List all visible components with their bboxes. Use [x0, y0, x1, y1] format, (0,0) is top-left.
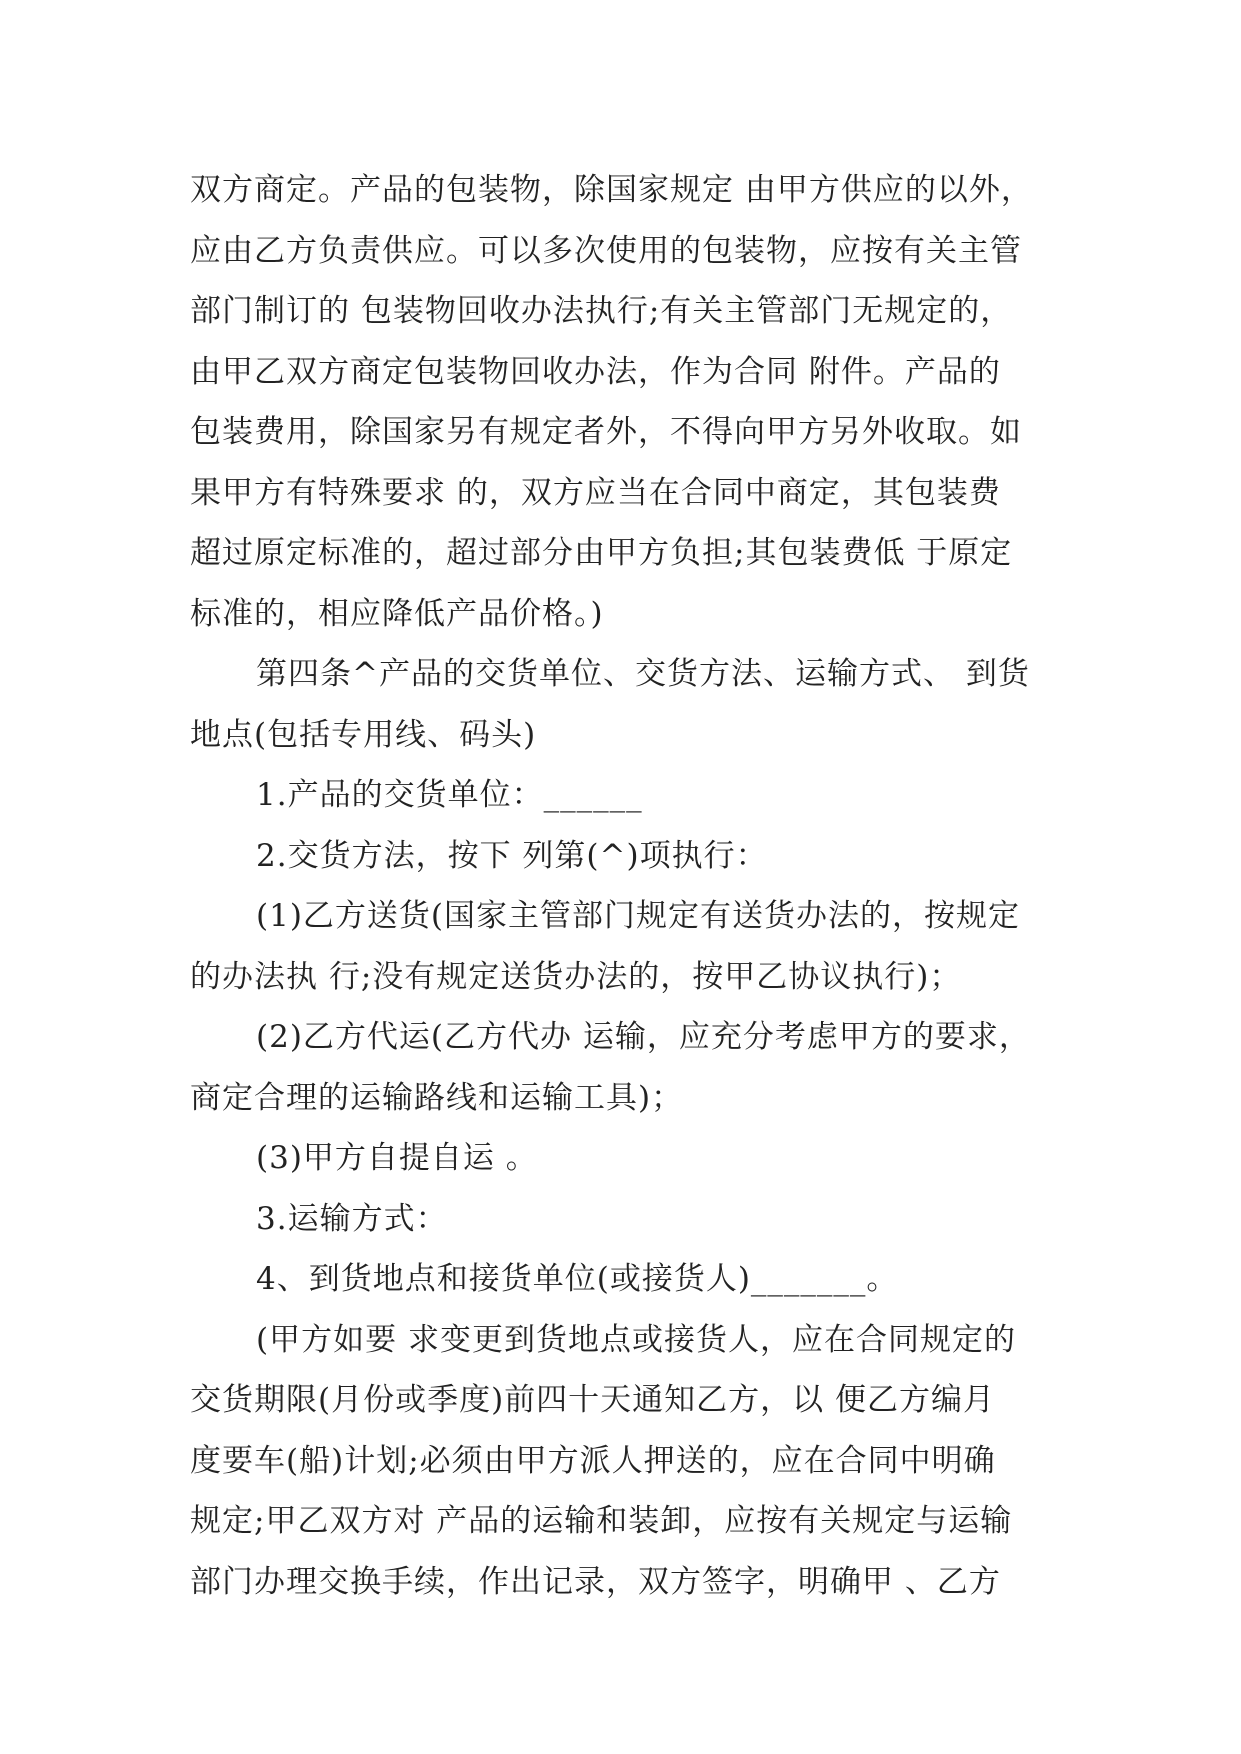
- text-line: 规定;甲乙双方对 产品的运输和装卸，应按有关规定与运输: [190, 1503, 1013, 1539]
- sub-list-item: (2)乙方代运(乙方代办 运输，应充分考虑甲方的要求，: [256, 1019, 1031, 1055]
- list-item: 1.产品的交货单位：______: [256, 777, 643, 813]
- article-heading: 第四条^产品的交货单位、交货方法、运输方式、 到货: [256, 656, 1030, 692]
- text-line: 应由乙方负责供应。可以多次使用的包装物，应按有关主管: [190, 232, 1022, 269]
- text-line: 交货期限(月份或季度)前四十天通知乙方，以 便乙方编月: [190, 1382, 996, 1418]
- sub-list-item: (1)乙方送货(国家主管部门规定有送货办法的，按规定: [256, 898, 1021, 934]
- sub-list-item: (3)甲方自提自运 。: [256, 1140, 538, 1176]
- text-line: 包装费用，除国家另有规定者外，不得向甲方另外收取。如: [190, 414, 1022, 450]
- text-line: 由甲乙双方商定包装物回收办法，作为合同 附件。产品的: [190, 353, 1001, 390]
- document-body: [190, 160, 1070, 1612]
- note-paragraph: (甲方如要 求变更到货地点或接货人，应在合同规定的: [256, 1321, 1016, 1358]
- list-item: 2.交货方法，按下 列第(^)项执行：: [256, 837, 768, 874]
- text-line: 标准的，相应降低产品价格。): [190, 595, 604, 632]
- list-item: 4、到货地点和接货单位(或接货人)_______。: [256, 1261, 899, 1297]
- text-line: 双方商定。产品的包装物，除国家规定 由甲方供应的以外，: [190, 172, 1033, 208]
- text-line: 地点(包括专用线、码头): [190, 716, 537, 753]
- text-line: 超过原定标准的，超过部分由甲方负担;其包装费低 于原定: [190, 535, 1013, 571]
- text-line: 的办法执 行;没有规定送货办法的，按甲乙协议执行)；: [190, 958, 962, 995]
- text-line: 商定合理的运输路线和运输工具)；: [190, 1079, 684, 1116]
- text-line: 果甲方有特殊要求 的，双方应当在合同中商定，其包装费: [190, 474, 1001, 511]
- text-line: 部门办理交换手续，作出记录，双方签字，明确甲 、乙方: [190, 1563, 1001, 1600]
- list-item: 3.运输方式：: [256, 1200, 448, 1237]
- text-line: 度要车(船)计划;必须由甲方派人押送的，应在合同中明确: [190, 1442, 996, 1479]
- text-line: 部门制订的 包装物回收办法执行;有关主管部门无规定的，: [190, 293, 1013, 329]
